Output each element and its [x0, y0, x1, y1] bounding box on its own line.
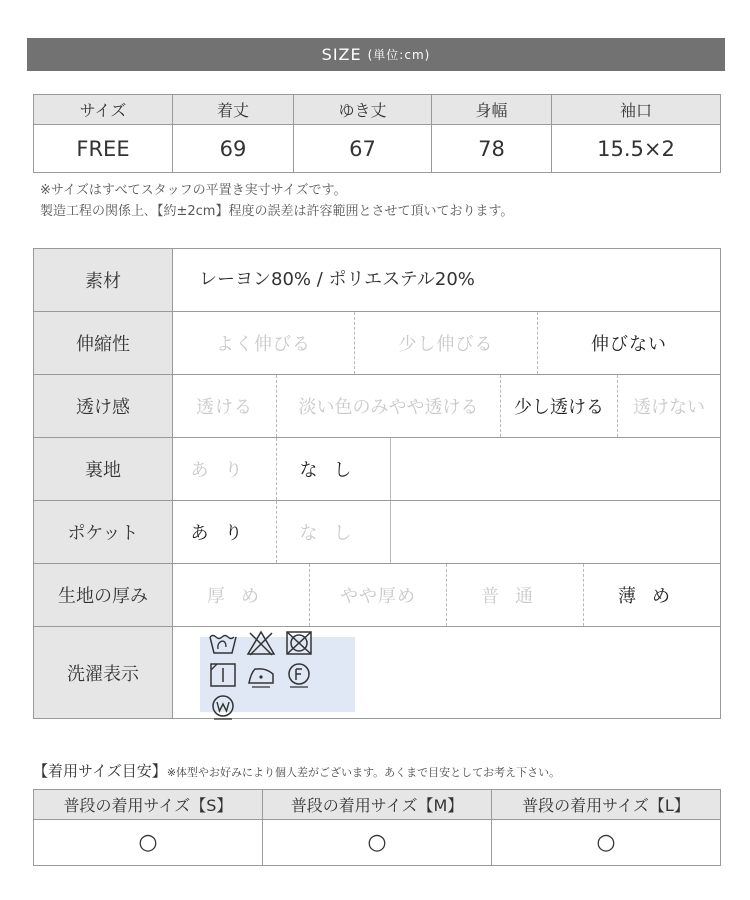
stretch-option-medium: 少し伸びる: [355, 312, 538, 374]
thickness-option-thick: 厚め: [173, 564, 310, 626]
lining-option-yes: あり: [173, 438, 277, 500]
size-header-size: サイズ: [34, 95, 173, 125]
sheer-option-sheer: 透ける: [173, 375, 277, 437]
fit-mark-row: [34, 820, 721, 866]
fit-mark-s: ○: [34, 820, 263, 866]
thickness-cell: [173, 564, 721, 627]
care-cell: [173, 627, 721, 719]
sheer-cell: [173, 375, 721, 438]
pocket-empty: [391, 501, 720, 563]
spec-row-care: [34, 627, 721, 719]
lining-option-no: なし: [277, 438, 391, 500]
size-value-cuff: 15.5×2: [552, 125, 721, 173]
hand-wash-icon: [208, 629, 238, 657]
pocket-label: ポケット: [34, 501, 173, 564]
care-label: 洗濯表示: [34, 627, 173, 719]
fit-mark-m: ○: [263, 820, 492, 866]
spec-row-stretch: [34, 312, 721, 375]
size-value-row: [34, 125, 721, 173]
size-value-length: 69: [173, 125, 294, 173]
size-note-2: 製造工程の関係上､【約±2cm】程度の誤差は許容範囲とさせて頂いております。: [40, 204, 514, 219]
lining-cell: [173, 438, 721, 501]
stretch-cell: [173, 312, 721, 375]
stretch-label: 伸縮性: [34, 312, 173, 375]
fit-header-s: 普段の着用サイズ【S】: [34, 790, 263, 820]
size-notes: [40, 180, 513, 222]
lining-label: 裏地: [34, 438, 173, 501]
dry-clean-f-icon: [284, 661, 314, 689]
material-cell: [173, 249, 721, 312]
care-symbols: [200, 637, 355, 712]
size-header-row: [34, 95, 721, 125]
pocket-option-yes: あり: [173, 501, 277, 563]
fit-header-m: 普段の着用サイズ【M】: [263, 790, 492, 820]
spec-table: [33, 248, 721, 719]
stretch-option-high: よく伸びる: [173, 312, 355, 374]
thickness-option-slightly-thick: やや厚め: [310, 564, 447, 626]
spec-row-lining: [34, 438, 721, 501]
size-title: SIZE: [321, 45, 362, 64]
sheer-label: 透け感: [34, 375, 173, 438]
wet-clean-w-icon: [208, 693, 238, 721]
size-banner: [27, 38, 725, 71]
size-table: [33, 94, 721, 173]
no-tumble-dry-icon: [284, 629, 314, 657]
pocket-cell: [173, 501, 721, 564]
thickness-option-thin: 薄め: [618, 586, 686, 607]
size-note-1: ※サイズはすべてスタッフの平置き実寸サイズです。: [40, 183, 347, 198]
pocket-option-no: なし: [277, 501, 391, 563]
lining-empty: [391, 438, 720, 500]
sheer-option-slight: 少し透ける: [501, 375, 618, 437]
fit-heading-title: 【着用サイズ目安】: [33, 762, 167, 780]
fit-table: [33, 789, 721, 866]
fit-mark-l: ○: [492, 820, 721, 866]
thickness-label: 生地の厚み: [34, 564, 173, 627]
thickness-option-normal: 普通: [447, 564, 584, 626]
fit-header-l: 普段の着用サイズ【L】: [492, 790, 721, 820]
fit-heading: [33, 760, 560, 781]
spec-row-pocket: [34, 501, 721, 564]
line-dry-icon: [208, 661, 238, 689]
stretch-option-none: 伸びない: [591, 334, 667, 355]
fit-heading-note: ※体型やお好みにより個人差がございます。あくまで目安としてお考え下さい。: [166, 766, 561, 779]
sheer-option-light-colors: 淡い色のみやや透ける: [277, 375, 501, 437]
material-value: レーヨン80% / ポリエステル20%: [199, 269, 475, 290]
size-unit: (単位:cm): [367, 48, 431, 62]
size-value-size: FREE: [34, 125, 173, 173]
no-bleach-icon: [246, 629, 276, 657]
size-header-width: 身幅: [432, 95, 552, 125]
iron-low-icon: [246, 661, 276, 689]
size-header-sleeve: ゆき丈: [294, 95, 432, 125]
size-value-sleeve: 67: [294, 125, 432, 173]
material-label: 素材: [34, 249, 173, 312]
spec-row-material: [34, 249, 721, 312]
size-header-length: 着丈: [173, 95, 294, 125]
spec-row-thickness: [34, 564, 721, 627]
size-value-width: 78: [432, 125, 552, 173]
spec-row-sheer: [34, 375, 721, 438]
fit-header-row: [34, 790, 721, 820]
size-header-cuff: 袖口: [552, 95, 721, 125]
sheer-option-none: 透けない: [633, 397, 705, 418]
